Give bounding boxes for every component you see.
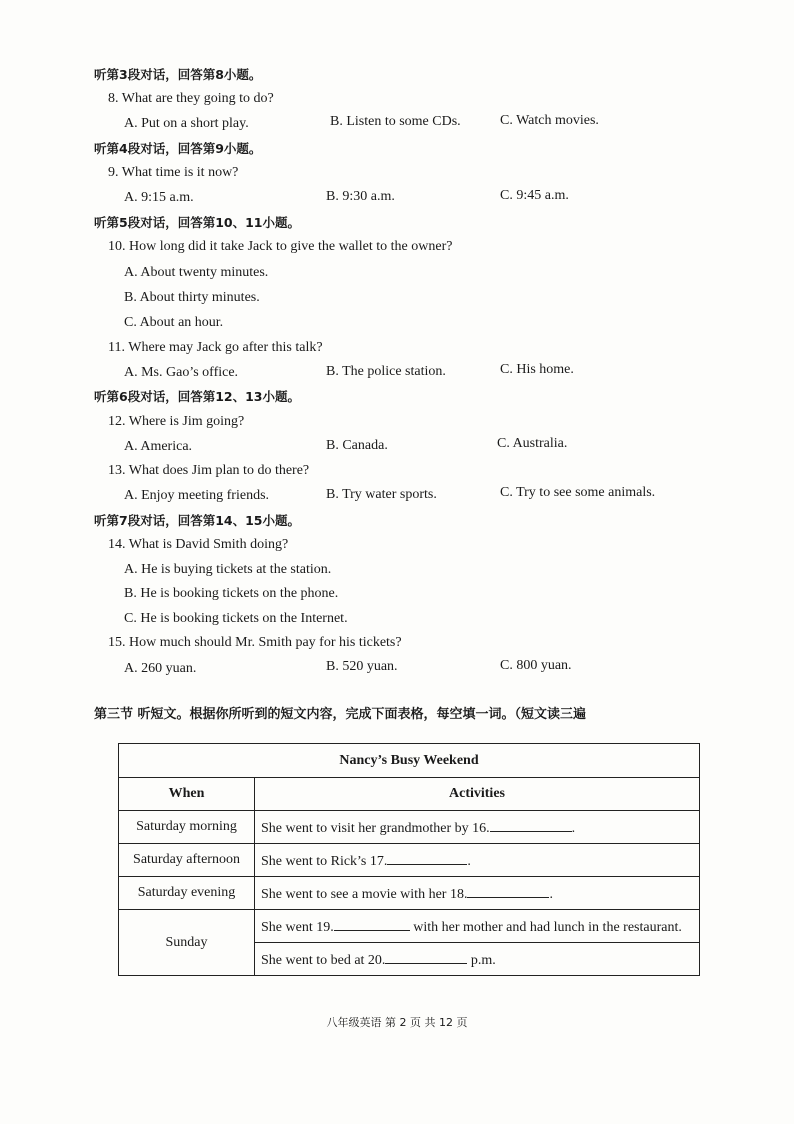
activity-text: She went to bed at 20. bbox=[261, 952, 386, 968]
answer-option: C. Australia. bbox=[497, 436, 568, 451]
activity-tail: . bbox=[467, 853, 471, 869]
question-text: 14. What is David Smith doing? bbox=[108, 537, 289, 552]
answer-option: C. About an hour. bbox=[124, 315, 224, 330]
question-text: 13. What does Jim plan to do there? bbox=[108, 463, 310, 478]
weekend-table bbox=[118, 743, 700, 976]
answer-option: B. 9:30 a.m. bbox=[326, 189, 395, 204]
answer-option: B. About thirty minutes. bbox=[124, 290, 260, 305]
answer-option: A. He is buying tickets at the station. bbox=[124, 562, 332, 577]
activity-text: She went 19. bbox=[261, 919, 334, 935]
activity-text: She went to visit her grandmother by 16. bbox=[261, 820, 490, 836]
answer-option: A. America. bbox=[124, 439, 193, 454]
answer-option: B. 520 yuan. bbox=[326, 659, 398, 674]
answer-blank-17[interactable] bbox=[387, 851, 467, 865]
dialogue-instruction: 听第4段对话，回答第9小题。 bbox=[94, 141, 262, 156]
answer-option: B. He is booking tickets on the phone. bbox=[124, 586, 339, 601]
table-row bbox=[119, 910, 700, 943]
answer-option: A. 9:15 a.m. bbox=[124, 190, 194, 205]
answer-option: A. Enjoy meeting friends. bbox=[124, 488, 270, 503]
question-text: 11. Where may Jack go after this talk? bbox=[108, 340, 323, 355]
question-text: 12. Where is Jim going? bbox=[108, 414, 245, 429]
table-row bbox=[119, 811, 700, 844]
answer-option: A. About twenty minutes. bbox=[124, 265, 269, 280]
dialogue-instruction: 听第6段对话，回答第12、13小题。 bbox=[94, 389, 300, 404]
table-row bbox=[119, 844, 700, 877]
activity-tail: with her mother and had lunch in the restaurant. bbox=[409, 919, 682, 935]
answer-option: B. Canada. bbox=[326, 438, 388, 453]
activity-cell bbox=[255, 844, 700, 877]
question-text: 9. What time is it now? bbox=[108, 165, 239, 180]
answer-blank-16[interactable] bbox=[490, 818, 572, 832]
activity-cell bbox=[255, 943, 700, 976]
answer-option: A. 260 yuan. bbox=[124, 661, 197, 676]
dialogue-instruction: 听第3段对话，回答第8小题。 bbox=[94, 67, 262, 82]
answer-option: C. Try to see some animals. bbox=[500, 485, 656, 500]
answer-blank-18[interactable] bbox=[467, 884, 549, 898]
answer-option: A. Put on a short play. bbox=[124, 116, 249, 131]
answer-option: C. He is booking tickets on the Internet. bbox=[124, 611, 348, 626]
activity-tail: . bbox=[549, 886, 553, 902]
when-cell: Saturday evening bbox=[119, 877, 255, 910]
activity-tail: p.m. bbox=[467, 952, 496, 968]
answer-blank-19[interactable] bbox=[334, 917, 410, 931]
question-text: 8. What are they going to do? bbox=[108, 91, 274, 106]
activity-tail: . bbox=[571, 820, 576, 836]
answer-option: A. Ms. Gao’s office. bbox=[124, 365, 239, 380]
table-row bbox=[119, 877, 700, 910]
question-text: 15. How much should Mr. Smith pay for his tickets? bbox=[108, 635, 402, 650]
dialogue-instruction: 听第7段对话，回答第14、15小题。 bbox=[94, 513, 300, 528]
answer-option: C. 800 yuan. bbox=[500, 658, 572, 673]
answer-option: B. Listen to some CDs. bbox=[330, 114, 461, 129]
answer-option: B. The police station. bbox=[326, 364, 446, 379]
section-three-title: 第三节 听短文。根据你所听到的短文内容，完成下面表格，每空填一词。（短文读三遍 bbox=[94, 707, 587, 722]
activity-text: She went to Rick’s 17. bbox=[261, 853, 388, 869]
activity-text: She went to see a movie with her 18. bbox=[261, 886, 468, 902]
activity-cell bbox=[255, 811, 700, 844]
activity-cell bbox=[255, 910, 700, 943]
activity-cell bbox=[255, 877, 700, 910]
question-text: 10. How long did it take Jack to give the wallet to the owner? bbox=[108, 239, 453, 254]
answer-option: C. 9:45 a.m. bbox=[500, 188, 569, 203]
answer-option: B. Try water sports. bbox=[326, 487, 437, 502]
answer-option: C. Watch movies. bbox=[500, 113, 599, 128]
when-cell: Saturday morning bbox=[119, 811, 255, 844]
when-cell: Saturday afternoon bbox=[119, 844, 255, 877]
column-header-when: When bbox=[119, 778, 255, 811]
dialogue-instruction: 听第5段对话，回答第10、11小题。 bbox=[94, 215, 300, 230]
column-header-activities: Activities bbox=[255, 778, 700, 811]
answer-option: C. His home. bbox=[500, 362, 574, 377]
table-title: Nancy’s Busy Weekend bbox=[119, 744, 700, 778]
page-footer: 八年级英语 第 2 页 共 12 页 bbox=[326, 1016, 468, 1029]
when-cell: Sunday bbox=[119, 910, 255, 976]
answer-blank-20[interactable] bbox=[385, 950, 467, 964]
